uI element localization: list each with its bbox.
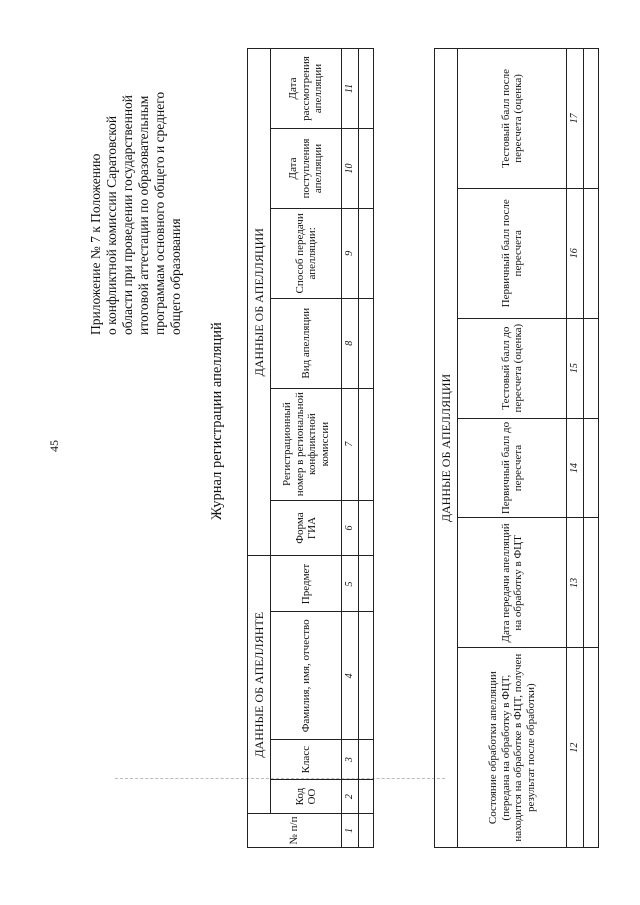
- empty-cell: [359, 500, 374, 556]
- header-primary-before: Первичный балл до пересчета: [458, 418, 567, 518]
- column-number-row: [567, 49, 584, 848]
- header-date-received: Дата поступления апелляции: [271, 129, 342, 209]
- appendix-line: Приложение № 7 к Положению: [88, 153, 103, 335]
- col-number: 8: [342, 298, 359, 388]
- header-form: Форма ГИА: [271, 500, 342, 556]
- col-number: 16: [567, 188, 584, 318]
- empty-cell: [359, 298, 374, 388]
- column-header-row: [458, 49, 567, 848]
- empty-cell: [584, 188, 599, 318]
- col-number: 11: [342, 49, 359, 129]
- empty-cell: [359, 814, 374, 848]
- empty-cell: [359, 388, 374, 500]
- col-number: 13: [567, 518, 584, 648]
- header-appeal-type: Вид апелляции: [271, 298, 342, 388]
- empty-cell: [359, 612, 374, 740]
- col-number: 10: [342, 129, 359, 209]
- header-class: Класс: [271, 740, 342, 780]
- empty-cell: [584, 518, 599, 648]
- col-number: 6: [342, 500, 359, 556]
- header-test-before: Тестовый балл до пересчета (оценка): [458, 318, 567, 418]
- col-number: 4: [342, 612, 359, 740]
- journal-title: Журнал регистрации апелляций: [209, 322, 225, 520]
- empty-cell: [584, 318, 599, 418]
- empty-cell: [359, 780, 374, 814]
- table-row: [359, 49, 374, 848]
- empty-cell: [584, 49, 599, 189]
- header-fio: Фамилия, имя, отчество: [271, 612, 342, 740]
- col-number: 12: [567, 648, 584, 848]
- page-number: 45: [47, 440, 61, 452]
- col-number: 7: [342, 388, 359, 500]
- group-header-row: [435, 49, 458, 848]
- registration-table-2: [434, 48, 599, 848]
- empty-cell: [584, 418, 599, 518]
- header-status: Состояние обработки апелляции (передана на обработку в ФЦТ, находится на обработке в ФЦТ, получен результат после обработки): [458, 648, 567, 848]
- registration-table-1: [247, 48, 374, 848]
- header-test-after: Тестовый балл после пересчета (оценка): [458, 49, 567, 189]
- header-method: Способ передачи апелляции:: [271, 208, 342, 298]
- col-number: 1: [342, 814, 359, 848]
- col-number: 17: [567, 49, 584, 189]
- col-number: 2: [342, 780, 359, 814]
- empty-cell: [584, 648, 599, 848]
- empty-cell: [359, 556, 374, 612]
- appendix-note: [88, 85, 184, 335]
- col-number: 15: [567, 318, 584, 418]
- col-number: 9: [342, 208, 359, 298]
- empty-cell: [359, 49, 374, 129]
- group-header-row: [248, 49, 271, 848]
- appendix-line: области при проведении государственной: [120, 94, 135, 335]
- header-reg-number: Регистрационный номер в региональной конфликтной комиссии: [271, 388, 342, 500]
- appendix-line: программам основного общего и среднего: [152, 91, 167, 335]
- group-applicant: ДАННЫЕ ОБ АПЕЛЛЯНТЕ: [248, 556, 271, 814]
- appendix-line: о конфликтной комиссии Саратовской: [104, 115, 119, 335]
- empty-cell: [359, 740, 374, 780]
- group-appeal: ДАННЫЕ ОБ АПЕЛЛЯЦИИ: [435, 49, 458, 848]
- column-header-row: [271, 49, 342, 848]
- column-number-row: [342, 49, 359, 848]
- appendix-line: итоговой аттестации по образовательным: [136, 95, 151, 335]
- header-date-review: Дата рассмотрения апелляции: [271, 49, 342, 129]
- header-subject: Предмет: [271, 556, 342, 612]
- table-row: [584, 49, 599, 848]
- header-num: № п/п: [248, 814, 342, 848]
- header-primary-after: Первичный балл после пересчета: [458, 188, 567, 318]
- header-date-transfer: Дата передачи апелляций на обработку в ФЦТ: [458, 518, 567, 648]
- appendix-line: общего образования: [168, 218, 183, 335]
- empty-cell: [359, 208, 374, 298]
- col-number: 3: [342, 740, 359, 780]
- group-appeal: ДАННЫЕ ОБ АПЕЛЛЯЦИИ: [248, 49, 271, 557]
- col-number: 5: [342, 556, 359, 612]
- col-number: 14: [567, 418, 584, 518]
- header-school-code: Код ОО: [271, 780, 342, 814]
- empty-cell: [359, 129, 374, 209]
